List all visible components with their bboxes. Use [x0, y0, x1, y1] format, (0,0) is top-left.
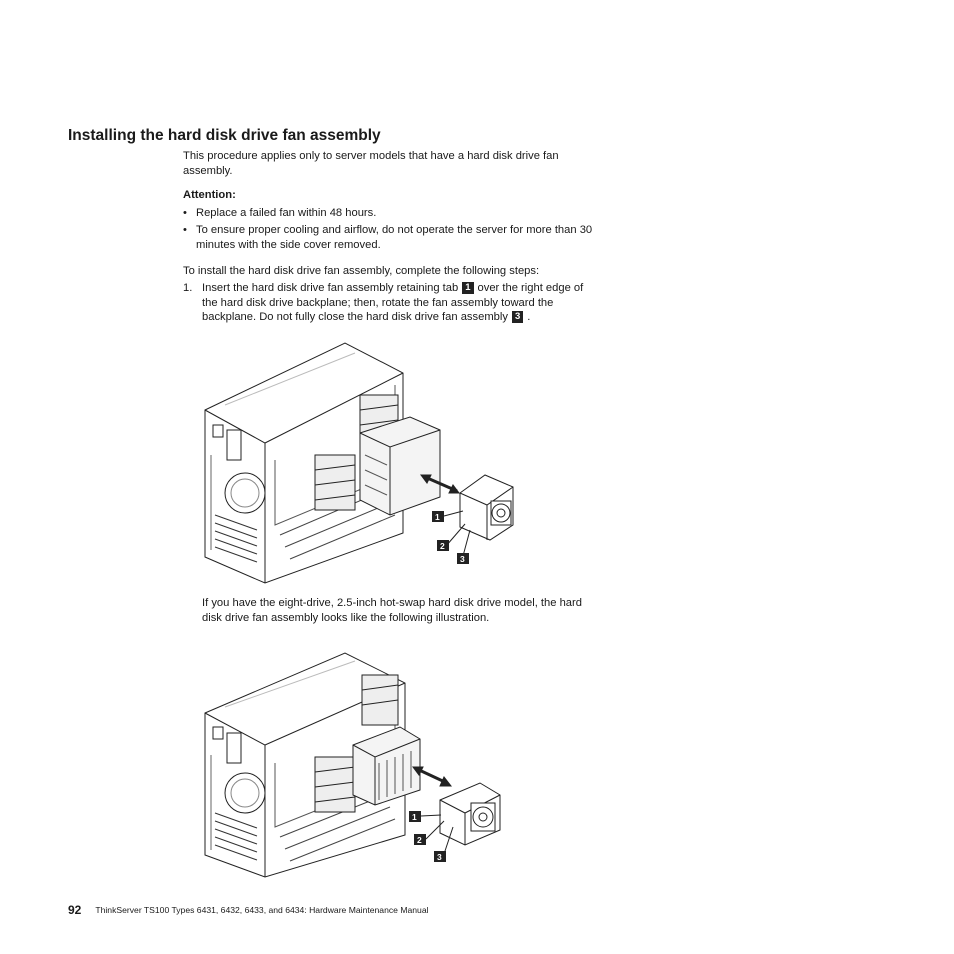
bullet-icon: •	[183, 207, 187, 219]
steps-intro: To install the hard disk drive fan assembly, complete the following steps:	[183, 265, 540, 277]
bullet-text: Replace a failed fan within 48 hours.	[196, 207, 377, 219]
footer-text: ThinkServer TS100 Types 6431, 6432, 6433, and 6434: Hardware Maintenance Manual	[95, 905, 429, 915]
attention-label: Attention:	[183, 189, 236, 201]
bullet-text: minutes with the side cover removed.	[196, 238, 381, 251]
step-line-1: Insert the hard disk drive fan assembly retaining tab 1 over the right edge of	[202, 282, 584, 294]
note-line-2: disk drive fan assembly looks like the following illustration.	[202, 611, 490, 624]
intro-paragraph	[183, 149, 559, 178]
page-footer	[68, 903, 429, 917]
callout-3: 3	[437, 852, 442, 862]
server-fan-illustration-1	[195, 325, 535, 590]
section-title: Installing the hard disk drive fan assembly	[68, 127, 381, 144]
note-line-1: If you have the eight-drive, 2.5-inch hot-swap hard disk drive model, the hard	[202, 597, 582, 609]
page-number: 92	[68, 903, 82, 917]
note-paragraph	[202, 596, 582, 625]
callout-1: 1	[412, 812, 417, 822]
step-number: 1.	[183, 282, 193, 294]
bullet-text: To ensure proper cooling and airflow, do not operate the server for more than 30	[196, 224, 593, 236]
bullet-icon: •	[183, 224, 187, 236]
callout-3: 3	[460, 554, 465, 564]
intro-line-1: This procedure applies only to server models that have a hard disk drive fan	[183, 150, 559, 162]
callout-2: 2	[440, 541, 445, 551]
step-line-2: the hard disk drive backplane; then, rotate the fan assembly toward the	[202, 296, 554, 309]
callout-1: 1	[435, 512, 440, 522]
callout-badge: 3	[512, 311, 523, 323]
callout-badge: 1	[462, 282, 473, 294]
intro-line-2: assembly.	[183, 164, 233, 177]
callout-2: 2	[417, 835, 422, 845]
server-fan-illustration-2	[195, 645, 515, 880]
step-line-3: backplane. Do not fully close the hard disk drive fan assembly 3 .	[202, 311, 531, 323]
